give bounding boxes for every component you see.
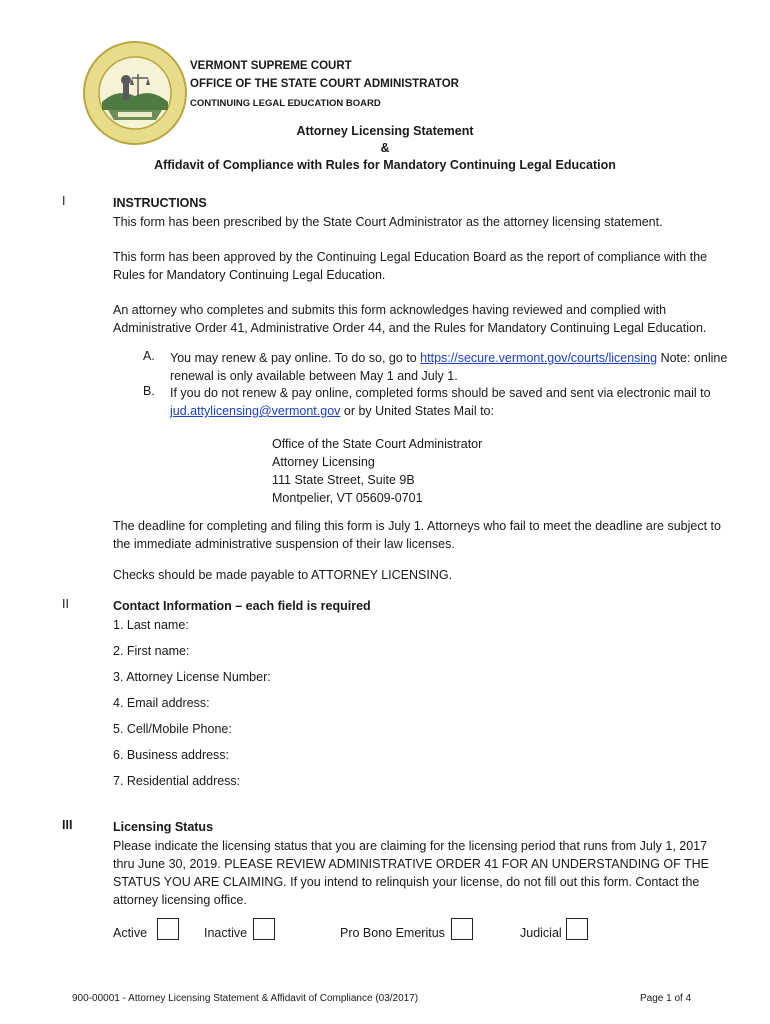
- section-heading-contact: Contact Information – each field is required: [113, 599, 371, 613]
- footer-page-number: Page 1 of 4: [640, 993, 692, 1004]
- list-item-a: [170, 349, 730, 385]
- instructions-paragraph: This form has been prescribed by the State Court Administrator as the attorney licensing statement.: [113, 215, 663, 229]
- list-item-b: [170, 384, 730, 420]
- status-checkbox-inactive[interactable]: [253, 918, 275, 940]
- email-link[interactable]: jud.attylicensing@vermont.gov: [170, 404, 341, 418]
- footer-form-id: 900-00001 - Attorney Licensing Statement & Affidavit of Compliance (03/2017): [72, 993, 419, 1004]
- address-line: Office of the State Court Administrator: [272, 437, 483, 451]
- field-residential-address: 7. Residential address:: [113, 774, 241, 788]
- form-title: Attorney Licensing Statement: [296, 124, 474, 138]
- list-item-text: or by United States Mail to:: [340, 404, 494, 418]
- status-option-active-label: Active: [113, 926, 148, 940]
- field-business-address: 6. Business address:: [113, 748, 230, 762]
- board-name: CONTINUING LEGAL EDUCATION BOARD: [190, 98, 381, 109]
- field-email: 4. Email address:: [113, 696, 210, 710]
- list-item-text: You may renew & pay online. To do so, go to: [170, 351, 421, 365]
- list-letter-a: A.: [143, 349, 155, 363]
- field-first-name: 2. First name:: [113, 644, 190, 658]
- address-line: Montpelier, VT 05609-0701: [272, 491, 423, 505]
- mailing-address: [272, 435, 482, 507]
- form-subtitle: Affidavit of Compliance with Rules for Mandatory Continuing Legal Education: [154, 158, 616, 172]
- deadline-paragraph: The deadline for completing and filing this form is July 1. Attorneys who fail to meet the deadline are subject to the immediate administrative suspension of their law licenses.: [113, 519, 721, 551]
- address-line: Attorney Licensing: [272, 455, 375, 469]
- field-phone: 5. Cell/Mobile Phone:: [113, 722, 232, 736]
- status-checkbox-pro-bono[interactable]: [451, 918, 473, 940]
- section-numeral-3: III: [62, 818, 73, 832]
- status-checkbox-active[interactable]: [157, 918, 179, 940]
- address-line: 111 State Street, Suite 9B: [272, 473, 415, 487]
- section-numeral-1: I: [62, 194, 66, 208]
- field-last-name: 1. Last name:: [113, 618, 189, 632]
- office-name: OFFICE OF THE STATE COURT ADMINISTRATOR: [190, 78, 459, 90]
- status-option-pro-bono-label: Pro Bono Emeritus: [340, 926, 445, 940]
- section-numeral-2: II: [62, 597, 69, 611]
- instructions-paragraph: This form has been approved by the Continuing Legal Education Board as the report of compliance with the Rules for Mandatory Continuing Legal Education.: [113, 250, 708, 282]
- list-letter-b: B.: [143, 384, 155, 398]
- section-heading-licensing-status: Licensing Status: [113, 820, 214, 834]
- form-title-ampersand: &: [380, 141, 390, 155]
- field-license-number: 3. Attorney License Number:: [113, 670, 271, 684]
- checks-paragraph: Checks should be made payable to ATTORNEY LICENSING.: [113, 568, 453, 582]
- section-heading-instructions: INSTRUCTIONS: [113, 196, 207, 210]
- instructions-paragraph: An attorney who completes and submits this form acknowledges having reviewed and complied with Administrative Order 41, Administrative Order 44, and the Rules for Mandatory Continuing Legal Education.: [113, 303, 707, 335]
- status-checkbox-judicial[interactable]: [566, 918, 588, 940]
- list-item-text: If you do not renew & pay online, completed forms should be saved and sent via electronic mail to: [170, 386, 711, 400]
- licensing-link[interactable]: https://secure.vermont.gov/courts/licensing: [420, 351, 658, 365]
- status-option-inactive-label: Inactive: [204, 926, 248, 940]
- court-name: VERMONT SUPREME COURT: [190, 60, 352, 72]
- list-item-text: Note: online renewal is only available between May 1 and July 1.: [170, 351, 728, 383]
- licensing-status-paragraph: Please indicate the licensing status that you are claiming for the licensing period that runs from July 1, 2017 thru June 30, 2019. PLEASE REVIEW ADMINISTRATIVE ORDER 41 FOR AN UNDERSTANDING OF THE STATUS YOU ARE CLAIMING. If you intend to relinquish your license, do not fill out this form. Contact the attorney licensing office.: [113, 839, 709, 907]
- status-option-judicial-label: Judicial: [520, 926, 562, 940]
